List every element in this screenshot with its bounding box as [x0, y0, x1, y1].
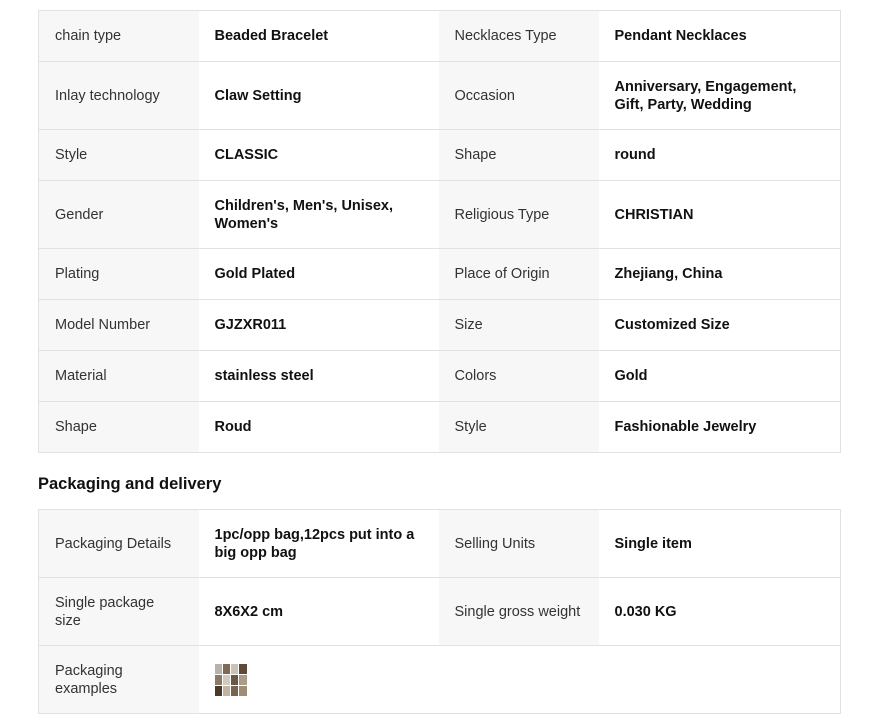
thumbnail-tile — [223, 686, 230, 696]
table-row — [39, 181, 841, 249]
attribute-key: Model Number — [39, 300, 199, 351]
attribute-key: Style — [439, 402, 599, 453]
attribute-value: Gold Plated — [199, 249, 439, 300]
attribute-key: Colors — [439, 351, 599, 402]
packaging-value: 8X6X2 cm — [199, 578, 439, 646]
attribute-value: Claw Setting — [199, 62, 439, 130]
thumbnail-tile — [231, 675, 238, 685]
packaging-value: 1pc/opp bag,12pcs put into a big opp bag — [199, 510, 439, 578]
attribute-value: Fashionable Jewelry — [599, 402, 841, 453]
table-row — [39, 402, 841, 453]
thumbnail-tile — [231, 664, 238, 674]
thumbnail-tile — [239, 675, 246, 685]
attribute-key: Shape — [39, 402, 199, 453]
attribute-key: Shape — [439, 130, 599, 181]
attribute-value: Anniversary, Engagement, Gift, Party, Wedding — [599, 62, 841, 130]
packaging-section-heading: Packaging and delivery — [38, 475, 222, 493]
attribute-key: Inlay technology — [39, 62, 199, 130]
thumbnail-tile — [215, 675, 222, 685]
attribute-value: Gold — [599, 351, 841, 402]
packaging-key: Selling Units — [439, 510, 599, 578]
attribute-key: Occasion — [439, 62, 599, 130]
attribute-key: Size — [439, 300, 599, 351]
attribute-value: CHRISTIAN — [599, 181, 841, 249]
attribute-key: chain type — [39, 11, 199, 62]
attribute-value: Children's, Men's, Unisex, Women's — [199, 181, 439, 249]
packaging-examples-label: Packaging examples — [39, 646, 199, 714]
table-row — [39, 130, 841, 181]
thumbnail-tile — [231, 686, 238, 696]
packaging-key: Single package size — [39, 578, 199, 646]
thumbnail-tile — [215, 686, 222, 696]
product-photo-collage-icon[interactable] — [215, 664, 247, 696]
attribute-key: Gender — [39, 181, 199, 249]
attribute-value: round — [599, 130, 841, 181]
attribute-value: Customized Size — [599, 300, 841, 351]
attribute-value: GJZXR011 — [199, 300, 439, 351]
attribute-value: Beaded Bracelet — [199, 11, 439, 62]
attribute-value: Roud — [199, 402, 439, 453]
attribute-key: Religious Type — [439, 181, 599, 249]
attribute-key: Style — [39, 130, 199, 181]
table-row — [39, 510, 841, 578]
table-row — [39, 62, 841, 130]
attribute-key: Material — [39, 351, 199, 402]
packaging-key: Single gross weight — [439, 578, 599, 646]
thumbnail-tile — [223, 675, 230, 685]
table-row — [39, 11, 841, 62]
attribute-value: stainless steel — [199, 351, 439, 402]
attribute-key: Necklaces Type — [439, 11, 599, 62]
thumbnail-tile — [223, 664, 230, 674]
thumbnail-tile — [215, 664, 222, 674]
packaging-examples-cell — [199, 646, 841, 714]
packaging-key: Packaging Details — [39, 510, 199, 578]
table-row — [39, 249, 841, 300]
packaging-value: 0.030 KG — [599, 578, 841, 646]
table-row — [39, 646, 841, 714]
attribute-value: Zhejiang, China — [599, 249, 841, 300]
table-row — [39, 351, 841, 402]
attribute-value: CLASSIC — [199, 130, 439, 181]
thumbnail-tile — [239, 664, 246, 674]
attributes-table — [38, 10, 841, 453]
packaging-table — [38, 509, 841, 714]
thumbnail-tile — [239, 686, 246, 696]
table-row — [39, 578, 841, 646]
attribute-key: Place of Origin — [439, 249, 599, 300]
packaging-value: Single item — [599, 510, 841, 578]
attribute-value: Pendant Necklaces — [599, 11, 841, 62]
table-row — [39, 300, 841, 351]
attribute-key: Plating — [39, 249, 199, 300]
